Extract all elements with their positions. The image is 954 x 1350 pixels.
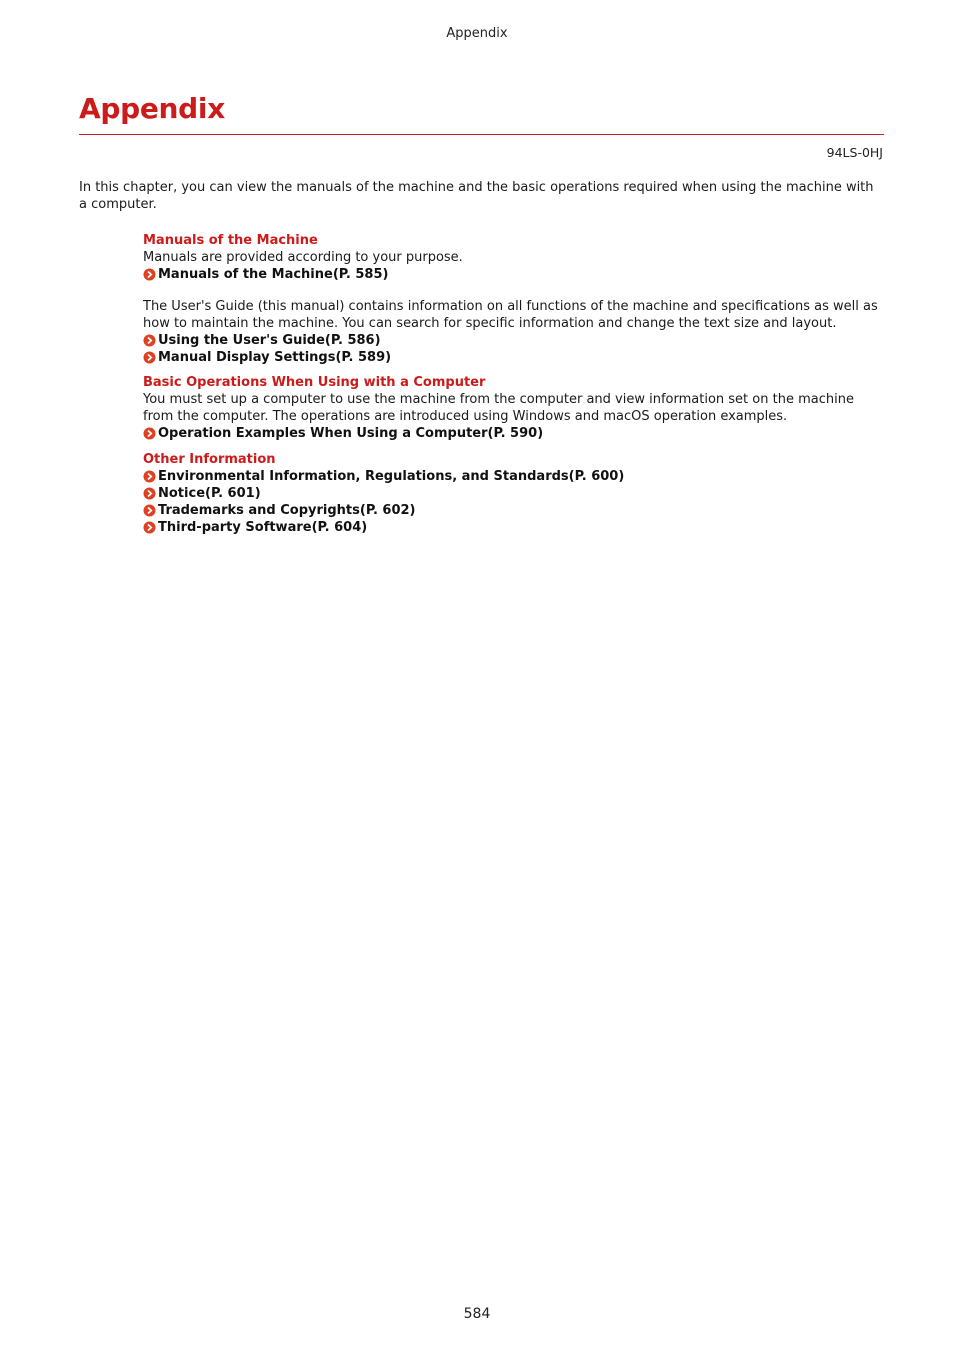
title-divider [79,134,884,135]
link-environmental-information[interactable] [143,468,885,485]
link-label: Operation Examples When Using a Computer(P. 590) [158,426,544,441]
document-id: 94LS-0HJ [826,145,883,160]
link-label: Environmental Information, Regulations, and Standards(P. 600) [158,469,625,484]
circle-arrow-right-icon [143,504,156,517]
section-manuals [143,232,885,283]
circle-arrow-right-icon [143,521,156,534]
link-label: Trademarks and Copyrights(P. 602) [158,503,416,518]
link-label: Using the User's Guide(P. 586) [158,333,381,348]
link-notice[interactable] [143,485,885,502]
section-heading: Basic Operations When Using with a Computer [143,375,486,390]
section-text: Manuals are provided according to your purpose. [143,250,463,265]
section-other-information [143,451,885,536]
intro-paragraph: In this chapter, you can view the manuals of the machine and the basic operations required when using the machine with a computer. [79,180,874,212]
section-heading: Manuals of the Machine [143,233,318,248]
circle-arrow-right-icon [143,351,156,364]
link-manuals-of-the-machine[interactable] [143,266,885,283]
page-number: 584 [463,1306,491,1322]
link-manual-display-settings[interactable] [143,349,885,366]
link-label: Manual Display Settings(P. 589) [158,350,392,365]
circle-arrow-right-icon [143,470,156,483]
running-header: Appendix [446,26,508,41]
circle-arrow-right-icon [143,427,156,440]
section-text: You must set up a computer to use the machine from the computer and view information set on the machine from the computer. The operations are introduced using Windows and macOS operation examples. [143,392,854,424]
page-title: Appendix [79,92,225,125]
link-label: Notice(P. 601) [158,486,261,501]
link-third-party-software[interactable] [143,519,885,536]
section-basic-operations [143,374,885,442]
section-guide [143,298,885,366]
circle-arrow-right-icon [143,487,156,500]
section-heading: Other Information [143,452,276,467]
link-label: Third-party Software(P. 604) [158,520,368,535]
circle-arrow-right-icon [143,268,156,281]
link-using-users-guide[interactable] [143,332,885,349]
circle-arrow-right-icon [143,334,156,347]
link-trademarks-and-copyrights[interactable] [143,502,885,519]
link-operation-examples[interactable] [143,425,885,442]
link-label: Manuals of the Machine(P. 585) [158,267,389,282]
section-text: The User's Guide (this manual) contains information on all functions of the machine and specifications as well as how to maintain the machine. You can search for specific information and change the text size and layout. [143,299,878,331]
